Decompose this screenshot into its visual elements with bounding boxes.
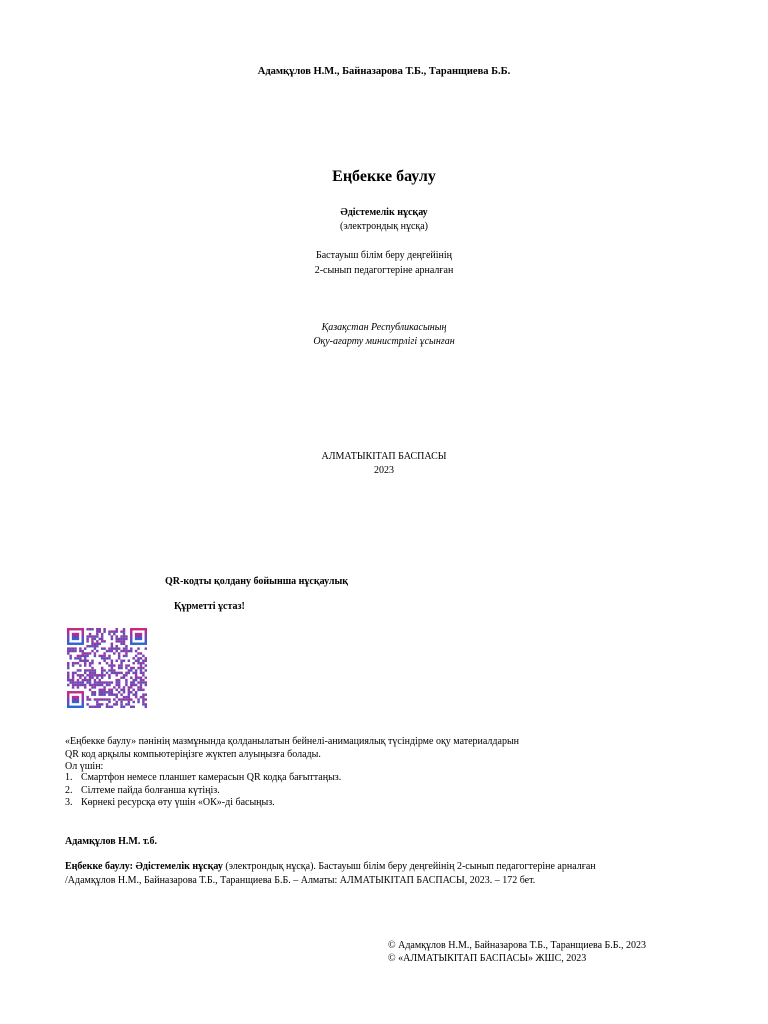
- qr-code-icon[interactable]: [67, 628, 147, 708]
- qr-instructions-heading: QR-кодты қолдану бойынша нұсқаулық: [165, 576, 349, 587]
- copyright-line-2: © «АЛМАТЫКІТАП БАСПАСЫ» ЖШС, 2023: [388, 953, 587, 964]
- step-text: Көрнекі ресурсқа өту үшін «ОК»-ді басыңыз.: [81, 797, 275, 808]
- citation-text: [65, 860, 705, 888]
- edition-note: (электрондық нұсқа): [339, 221, 429, 232]
- list-item: [65, 772, 341, 785]
- step-text: Смартфон немесе планшет камерасын QR кодқа бағыттаңыз.: [81, 772, 342, 783]
- copyright-block: [388, 939, 646, 965]
- citation-rest: (электрондық нұсқа). Бастауыш білім беру деңгейінің 2-сынып педагогтеріне арналған: [222, 861, 596, 872]
- header-authors: Адамқұлов Н.М., Байназарова Т.Б., Таранщиева Б.Б.: [257, 66, 511, 77]
- citation-line-2: /Адамқұлов Н.М., Байназарова Т.Б., Таранщиева Б.Б. – Алматы: АЛМАТЫКІТАП БАСПАСЫ, 2023. – 172 бет.: [65, 875, 536, 886]
- step-number: 2.: [65, 784, 73, 796]
- list-item: [65, 785, 341, 798]
- citation-title: Еңбекке баулу: Әдістемелік нұсқау: [65, 861, 223, 872]
- audience-line-2: 2-сынып педагогтеріне арналған: [314, 265, 454, 276]
- recommendation-line-2: Оқу-ағарту министрлігі ұсынған: [313, 336, 455, 347]
- intro-line-2: QR код арқылы компьютеріңізге жүктеп алуыңызға болады.: [65, 748, 321, 760]
- book-subtitle: Әдістемелік нұсқау: [340, 207, 428, 218]
- list-item: [65, 797, 341, 810]
- citation-author: Адамқұлов Н.М. т.б.: [65, 836, 157, 847]
- recommendation-line-1: Қазақстан Республикасының: [321, 322, 447, 333]
- audience-line-1: Бастауыш білім беру деңгейінің: [315, 250, 453, 261]
- publisher-name: АЛМАТЫКІТАП БАСПАСЫ: [321, 451, 447, 462]
- citation-line-1: [65, 860, 705, 874]
- greeting: Құрметті ұстаз!: [174, 601, 245, 612]
- intro-line-1: «Еңбекке баулу» пәнінің мазмұнында қолданылатын бейнелі-анимациялық түсіндірме оқу материалдарын: [65, 736, 520, 747]
- book-title: Еңбекке баулу: [332, 168, 436, 185]
- qr-intro: [65, 736, 625, 774]
- qr-steps-list: [65, 772, 341, 810]
- step-number: 3.: [65, 797, 73, 808]
- copyright-line-1: © Адамқұлов Н.М., Байназарова Т.Б., Таранщиева Б.Б., 2023: [388, 940, 647, 951]
- intro-line-3: Ол үшін:: [65, 761, 104, 772]
- publication-year: 2023: [374, 465, 394, 476]
- step-number: 1.: [65, 772, 73, 783]
- step-text: Сілтеме пайда болғанша күтіңіз.: [81, 784, 220, 796]
